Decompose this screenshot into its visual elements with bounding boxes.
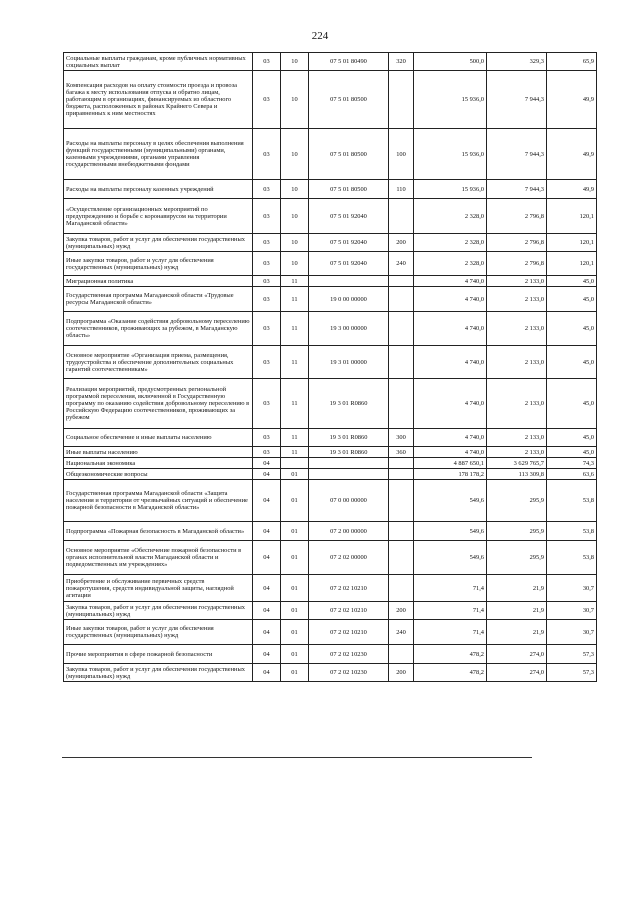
row-percent-cell: 74,3 [547,458,597,469]
row-expense-type-cell [389,276,414,287]
row-plan-amount-cell: 549,6 [414,541,487,575]
table-row [64,541,597,575]
row-subsection-cell: 11 [281,447,309,458]
row-expense-type-cell [389,458,414,469]
row-section-cell: 03 [253,379,281,429]
row-fact-amount-cell: 21,9 [487,620,547,645]
row-plan-amount-cell: 15 936,0 [414,71,487,129]
table-row [64,458,597,469]
row-subsection-cell: 10 [281,180,309,199]
row-name-cell: Национальная экономика [64,458,253,469]
row-section-cell: 03 [253,71,281,129]
table-row [64,312,597,346]
table-row [64,287,597,312]
row-percent-cell: 57,3 [547,664,597,682]
row-subsection-cell: 10 [281,234,309,252]
row-section-cell: 03 [253,129,281,180]
row-target-article-cell: 07 2 02 10230 [309,645,389,664]
row-fact-amount-cell: 7 944,3 [487,71,547,129]
row-percent-cell: 49,9 [547,71,597,129]
row-name-cell: Реализация мероприятий, предусмотренных региональной программой переселения, включенной в Государственную программу по оказанию содействия добровольному переселению в Российскую Федерацию соотечественников, проживающих за рубежом [64,379,253,429]
row-fact-amount-cell: 21,9 [487,602,547,620]
row-percent-cell: 49,9 [547,129,597,180]
row-name-cell: Государственная программа Магаданской области «Защита населения и территории от чрезвычайных ситуаций и обеспечение пожарной безопасности в Магаданской области» [64,480,253,522]
table-row [64,180,597,199]
row-plan-amount-cell: 4 740,0 [414,287,487,312]
row-expense-type-cell: 200 [389,664,414,682]
row-expense-type-cell: 110 [389,180,414,199]
row-expense-type-cell: 300 [389,429,414,447]
row-fact-amount-cell: 2 133,0 [487,346,547,379]
row-plan-amount-cell: 15 936,0 [414,180,487,199]
table-row [64,379,597,429]
table-row [64,602,597,620]
row-name-cell: Закупка товаров, работ и услуг для обеспечения государственных (муниципальных) нужд [64,234,253,252]
row-expense-type-cell [389,71,414,129]
row-section-cell: 04 [253,602,281,620]
row-fact-amount-cell: 7 944,3 [487,180,547,199]
row-section-cell: 03 [253,447,281,458]
row-subsection-cell: 01 [281,645,309,664]
row-section-cell: 04 [253,458,281,469]
row-fact-amount-cell: 7 944,3 [487,129,547,180]
row-expense-type-cell [389,287,414,312]
row-target-article-cell: 07 0 00 00000 [309,480,389,522]
row-target-article-cell: 19 0 00 00000 [309,287,389,312]
row-percent-cell: 120,1 [547,252,597,276]
row-name-cell: Закупка товаров, работ и услуг для обеспечения государственных (муниципальных) нужд [64,664,253,682]
table-row [64,129,597,180]
row-percent-cell: 45,0 [547,346,597,379]
row-section-cell: 04 [253,480,281,522]
row-target-article-cell: 07 2 00 00000 [309,522,389,541]
table-row [64,346,597,379]
row-expense-type-cell: 240 [389,252,414,276]
row-section-cell: 03 [253,346,281,379]
row-target-article-cell [309,469,389,480]
row-percent-cell: 30,7 [547,620,597,645]
row-subsection-cell: 01 [281,522,309,541]
budget-table [63,52,597,682]
row-plan-amount-cell: 2 328,0 [414,234,487,252]
row-plan-amount-cell: 71,4 [414,620,487,645]
row-name-cell: Социальное обеспечение и иные выплаты населению [64,429,253,447]
row-percent-cell: 45,0 [547,447,597,458]
row-expense-type-cell: 240 [389,620,414,645]
row-fact-amount-cell: 21,9 [487,575,547,602]
row-percent-cell: 45,0 [547,276,597,287]
page-number: 224 [311,30,329,42]
row-percent-cell: 53,8 [547,541,597,575]
table-row [64,199,597,234]
row-expense-type-cell: 200 [389,234,414,252]
row-percent-cell: 57,3 [547,645,597,664]
table-row [64,469,597,480]
table-row [64,252,597,276]
row-name-cell: Основное мероприятие «Обеспечение пожарной безопасности в органах исполнительной власти Магаданской области и подведомственных им учреждениях» [64,541,253,575]
row-name-cell: Иные выплаты населению [64,447,253,458]
row-section-cell: 04 [253,664,281,682]
row-expense-type-cell [389,541,414,575]
row-target-article-cell: 07 5 01 80500 [309,71,389,129]
budget-table-body [64,53,597,682]
row-plan-amount-cell: 4 740,0 [414,447,487,458]
row-fact-amount-cell: 295,9 [487,480,547,522]
row-plan-amount-cell: 4 740,0 [414,429,487,447]
row-plan-amount-cell: 71,4 [414,602,487,620]
row-section-cell: 03 [253,312,281,346]
row-expense-type-cell [389,312,414,346]
row-name-cell: Расходы на выплаты персоналу в целях обеспечения выполнения функций государственными (муниципальными) органами, казенными учреждениями, органами управления государственными внебюджетными фондами [64,129,253,180]
table-row [64,645,597,664]
row-plan-amount-cell: 4 887 650,1 [414,458,487,469]
row-percent-cell: 30,7 [547,575,597,602]
row-percent-cell: 120,1 [547,234,597,252]
row-subsection-cell: 01 [281,480,309,522]
row-target-article-cell: 07 5 01 92040 [309,252,389,276]
row-expense-type-cell [389,575,414,602]
row-name-cell: Социальные выплаты гражданам, кроме публичных нормативных социальных выплат [64,53,253,71]
row-target-article-cell: 07 5 01 92040 [309,199,389,234]
row-fact-amount-cell: 274,0 [487,664,547,682]
table-row [64,429,597,447]
row-expense-type-cell: 200 [389,602,414,620]
row-expense-type-cell [389,645,414,664]
row-subsection-cell: 11 [281,276,309,287]
row-target-article-cell: 19 3 01 R0860 [309,429,389,447]
row-subsection-cell: 11 [281,429,309,447]
row-expense-type-cell [389,379,414,429]
row-fact-amount-cell: 2 133,0 [487,287,547,312]
table-row [64,71,597,129]
row-expense-type-cell: 320 [389,53,414,71]
row-target-article-cell: 07 5 01 80500 [309,129,389,180]
row-section-cell: 03 [253,276,281,287]
row-expense-type-cell: 100 [389,129,414,180]
row-name-cell: Иные закупки товаров, работ и услуг для обеспечения государственных (муниципальных) нужд [64,620,253,645]
row-subsection-cell: 01 [281,620,309,645]
row-percent-cell: 45,0 [547,379,597,429]
row-target-article-cell: 19 3 01 R0860 [309,447,389,458]
row-section-cell: 04 [253,575,281,602]
row-section-cell: 03 [253,234,281,252]
table-row [64,234,597,252]
row-name-cell: Приобретение и обслуживание первичных средств пожаротушения, средств индивидуальной защиты, наглядной агитации [64,575,253,602]
row-section-cell: 04 [253,541,281,575]
row-plan-amount-cell: 500,0 [414,53,487,71]
row-plan-amount-cell: 549,6 [414,480,487,522]
row-percent-cell: 45,0 [547,429,597,447]
row-target-article-cell: 07 5 01 80490 [309,53,389,71]
row-fact-amount-cell: 2 133,0 [487,379,547,429]
row-percent-cell: 30,7 [547,602,597,620]
row-fact-amount-cell: 295,9 [487,541,547,575]
row-target-article-cell: 07 5 01 92040 [309,234,389,252]
row-fact-amount-cell: 274,0 [487,645,547,664]
row-fact-amount-cell: 329,3 [487,53,547,71]
row-name-cell: Подпрограмма «Оказание содействия добровольному переселению соотечественников, проживающих за рубежом, в Магаданскую область» [64,312,253,346]
row-plan-amount-cell: 478,2 [414,664,487,682]
row-subsection-cell: 10 [281,71,309,129]
row-section-cell: 04 [253,469,281,480]
row-subsection-cell: 01 [281,664,309,682]
row-target-article-cell: 19 3 01 R0860 [309,379,389,429]
row-name-cell: Общеэкономические вопросы [64,469,253,480]
row-name-cell: Закупка товаров, работ и услуг для обеспечения государственных (муниципальных) нужд [64,602,253,620]
table-row [64,53,597,71]
row-section-cell: 04 [253,522,281,541]
row-section-cell: 04 [253,620,281,645]
row-subsection-cell: 11 [281,287,309,312]
row-subsection-cell: 10 [281,53,309,71]
row-fact-amount-cell: 2 133,0 [487,276,547,287]
row-subsection-cell: 01 [281,602,309,620]
row-plan-amount-cell: 71,4 [414,575,487,602]
footer-rule [62,757,532,758]
row-percent-cell: 63,6 [547,469,597,480]
row-plan-amount-cell: 478,2 [414,645,487,664]
row-fact-amount-cell: 2 796,8 [487,234,547,252]
row-target-article-cell: 19 3 01 00000 [309,346,389,379]
row-target-article-cell: 07 2 02 00000 [309,541,389,575]
row-percent-cell: 65,9 [547,53,597,71]
row-section-cell: 03 [253,429,281,447]
table-row [64,447,597,458]
row-name-cell: Основное мероприятие «Организация приема, размещения, трудоустройства и обеспечение дополнительных социальных гарантий соотечественникам» [64,346,253,379]
row-subsection-cell: 11 [281,379,309,429]
row-section-cell: 03 [253,252,281,276]
row-name-cell: Компенсация расходов на оплату стоимости проезда и провоза багажа к месту использования отпуска и обратно лицам, работающим в организациях, финансируемых из областного бюджета, расположенных в районах Крайнего Севера и приравненных к ним местностях [64,71,253,129]
row-subsection-cell: 01 [281,469,309,480]
row-target-article-cell: 07 2 02 10210 [309,602,389,620]
row-expense-type-cell [389,346,414,379]
row-target-article-cell: 07 2 02 10210 [309,620,389,645]
row-subsection-cell: 11 [281,312,309,346]
row-plan-amount-cell: 2 328,0 [414,252,487,276]
row-target-article-cell: 07 2 02 10210 [309,575,389,602]
row-percent-cell: 45,0 [547,312,597,346]
row-plan-amount-cell: 549,6 [414,522,487,541]
row-target-article-cell: 07 2 02 10230 [309,664,389,682]
row-subsection-cell: 10 [281,129,309,180]
row-subsection-cell: 01 [281,575,309,602]
row-expense-type-cell: 360 [389,447,414,458]
row-target-article-cell [309,276,389,287]
row-name-cell: Миграционная политика [64,276,253,287]
row-expense-type-cell [389,199,414,234]
row-subsection-cell: 01 [281,541,309,575]
row-section-cell: 04 [253,645,281,664]
row-percent-cell: 49,9 [547,180,597,199]
row-section-cell: 03 [253,53,281,71]
row-plan-amount-cell: 4 740,0 [414,346,487,379]
row-expense-type-cell [389,469,414,480]
row-fact-amount-cell: 295,9 [487,522,547,541]
row-section-cell: 03 [253,199,281,234]
row-section-cell: 03 [253,180,281,199]
row-percent-cell: 45,0 [547,287,597,312]
row-fact-amount-cell: 2 133,0 [487,447,547,458]
table-row [64,522,597,541]
row-target-article-cell: 19 3 00 00000 [309,312,389,346]
row-plan-amount-cell: 4 740,0 [414,276,487,287]
row-subsection-cell: 11 [281,346,309,379]
row-subsection-cell [281,458,309,469]
row-percent-cell: 53,8 [547,522,597,541]
row-name-cell: «Осуществление организационных мероприятий по предупреждению и борьбе с коронавирусом на территории Магаданской области» [64,199,253,234]
row-expense-type-cell [389,522,414,541]
row-target-article-cell: 07 5 01 80500 [309,180,389,199]
row-target-article-cell [309,458,389,469]
table-row [64,480,597,522]
row-name-cell: Государственная программа Магаданской области «Трудовые ресурсы Магаданской области» [64,287,253,312]
row-fact-amount-cell: 113 309,8 [487,469,547,480]
row-fact-amount-cell: 2 796,8 [487,252,547,276]
row-fact-amount-cell: 2 133,0 [487,429,547,447]
row-name-cell: Прочие мероприятия в сфере пожарной безопасности [64,645,253,664]
table-row [64,575,597,602]
row-name-cell: Иные закупки товаров, работ и услуг для обеспечения государственных (муниципальных) нужд [64,252,253,276]
row-plan-amount-cell: 4 740,0 [414,312,487,346]
table-row [64,620,597,645]
row-fact-amount-cell: 2 133,0 [487,312,547,346]
row-plan-amount-cell: 4 740,0 [414,379,487,429]
row-fact-amount-cell: 2 796,8 [487,199,547,234]
row-plan-amount-cell: 15 936,0 [414,129,487,180]
row-subsection-cell: 10 [281,252,309,276]
row-percent-cell: 53,8 [547,480,597,522]
row-percent-cell: 120,1 [547,199,597,234]
row-name-cell: Расходы на выплаты персоналу казенных учреждений [64,180,253,199]
row-expense-type-cell [389,480,414,522]
table-row [64,276,597,287]
table-row [64,664,597,682]
row-plan-amount-cell: 178 178,2 [414,469,487,480]
row-subsection-cell: 10 [281,199,309,234]
row-fact-amount-cell: 3 629 765,7 [487,458,547,469]
row-name-cell: Подпрограмма «Пожарная безопасность в Магаданской области» [64,522,253,541]
row-section-cell: 03 [253,287,281,312]
row-plan-amount-cell: 2 328,0 [414,199,487,234]
